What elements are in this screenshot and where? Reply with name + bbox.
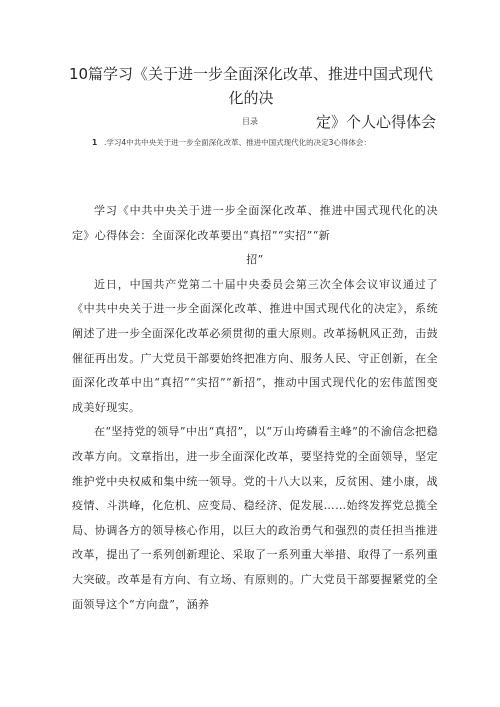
title-line-1: 10篇学习《关于进一步全面深化改革、推进中国式现代化的决 (68, 65, 434, 107)
body-paragraph-2: 在“坚持党的领导”中出“真招”，以“万山垮磷看主峰”的不渝信念把稳改革方向。文章指出，进一步全面深化改革，要坚持党的全面领导，坚定维护党中央权威和集中统一领导。党的十八大以来，反贫困、建小康，战疫情、斗洪峰，化危机、应变局、稳经济、促发展……始终发挥党总揽全局、协调各方的领导核心作用，以巨大的政治勇气和强烈的责任担当推进改革，提出了一系列创新理论、采取了一系列重大举措、取得了一系列重大突破。改革是有方向、有立场、有原则的。广大党员干部要握紧党的全面领导这个“方向盘”，涵养 (72, 425, 438, 611)
toc-entry[interactable] (92, 137, 422, 148)
toc-entry-number: 1 (92, 138, 98, 147)
section-heading-end: 招” (246, 253, 264, 267)
toc-entry-text: .学习4中共中央关于进一步全面深化改革、推进中国式现代化的决定3心得体会： (104, 138, 371, 147)
toc-label: 目录 (242, 117, 258, 126)
body-paragraph-1: 近日，中国共产党第二十届中央委员会第三次全体会议审议通过了《中共中央关于进一步全面深化改革、推进中国式现代化的决定》，系统阐述了进一步全面深化改革必须贯彻的重大原则。改革扬帆风正劲，击鼓催征再出发。广大党员干部要始终把准方向、服务人民、守正创新，在全面深化改革中出“真招”“实招”“新招”，推动中国式现代化的宏伟蓝图变成美好现实。 (72, 277, 438, 414)
section-heading: 学习《中共中央关于进一步全面深化改革、推进中国式现代化的决定》心得体会：全面深化改革要出“真招”“实招”“新 (72, 204, 438, 242)
document-body (72, 199, 438, 617)
title-line-2: 定》个人心得体会 (315, 113, 436, 131)
